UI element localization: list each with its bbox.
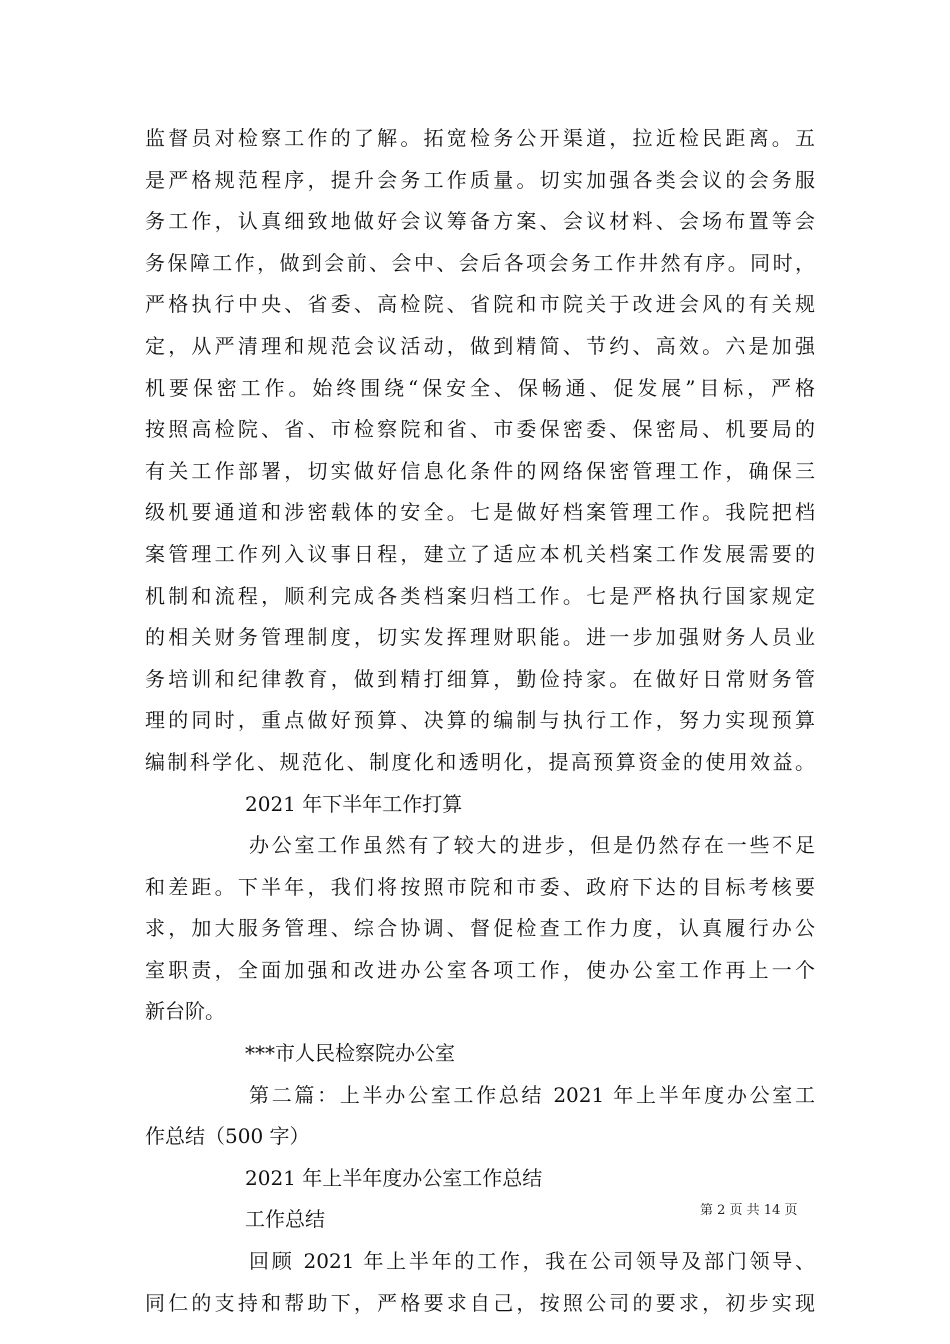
chapter-title: 第二篇：上半办公室工作总结 2021 年上半年度办公室工 xyxy=(249,1082,815,1107)
text-line: 务培训和纪律教育，做到精打细算，勤俭持家。在做好日常财务管 xyxy=(145,666,815,691)
text-line: 定，从严清理和规范会议活动，做到精简、节约、高效。六是加强 xyxy=(145,333,815,358)
text-line: 的相关财务管理制度，切实发挥理财职能。进一步加强财务人员业 xyxy=(145,625,815,650)
text-line: 同仁的支持和帮助下，严格要求自己，按照公司的要求，初步实现 xyxy=(145,1290,815,1315)
text-line: 按照高检院、省、市检察院和省、市委保密委、保密局、机要局的 xyxy=(145,417,815,442)
document-body xyxy=(145,118,815,1324)
text-line: 监督员对检察工作的了解。拓宽检务公开渠道，拉近检民距离。五 xyxy=(145,126,815,150)
text-line: 级机要通道和涉密载体的安全。七是做好档案管理工作。我院把档 xyxy=(145,500,815,525)
text-line: 机制和流程，顺利完成各类档案归档工作。七是严格执行国家规定 xyxy=(145,583,815,608)
text-line: 新台阶。 xyxy=(145,999,225,1024)
text-line: 机要保密工作。始终围绕“保安全、保畅通、促发展”目标，严格 xyxy=(145,375,815,400)
text-line: 案管理工作列入议事日程，建立了适应本机关档案工作发展需要的 xyxy=(145,541,815,566)
paragraph-first-line: 回顾 2021 年上半年的工作，我在公司领导及部门领导、 xyxy=(249,1249,815,1274)
paragraph-first-line: 办公室工作虽然有了较大的进步，但是仍然存在一些不足 xyxy=(249,833,815,858)
section-heading: 2021 年下半年工作打算 xyxy=(245,791,463,816)
text-line: 求，加大服务管理、综合协调、督促检查工作力度，认真履行办公 xyxy=(145,916,815,941)
page-number-footer: 第 2 页 共 14 页 xyxy=(700,1203,798,1218)
text-line: 室职责，全面加强和改进办公室各项工作，使办公室工作再上一个 xyxy=(145,957,815,982)
text-line: 和差距。下半年，我们将按照市院和市委、政府下达的目标考核要 xyxy=(145,874,815,899)
text-line: 务保障工作，做到会前、会中、会后各项会务工作井然有序。同时， xyxy=(145,250,815,275)
signature-line: ***市人民检察院办公室 xyxy=(245,1041,455,1066)
text-line: 是严格规范程序，提升会务工作质量。切实加强各类会议的会务服 xyxy=(145,167,815,192)
text-line: 理的同时，重点做好预算、决算的编制与执行工作，努力实现预算 xyxy=(145,708,815,733)
text-line: 务工作，认真细致地做好会议筹备方案、会议材料、会场布置等会 xyxy=(145,209,815,234)
text-line: 有关工作部署，切实做好信息化条件的网络保密管理工作，确保三 xyxy=(145,458,815,483)
chapter-title-continued: 作总结（500 字） xyxy=(145,1124,310,1149)
section-heading: 2021 年上半年度办公室工作总结 xyxy=(245,1165,543,1190)
text-line: 编制科学化、规范化、制度化和透明化，提高预算资金的使用效益。 xyxy=(145,749,815,774)
text-line: 严格执行中央、省委、高检院、省院和市院关于改进会风的有关规 xyxy=(145,292,815,317)
section-heading: 工作总结 xyxy=(245,1207,325,1232)
